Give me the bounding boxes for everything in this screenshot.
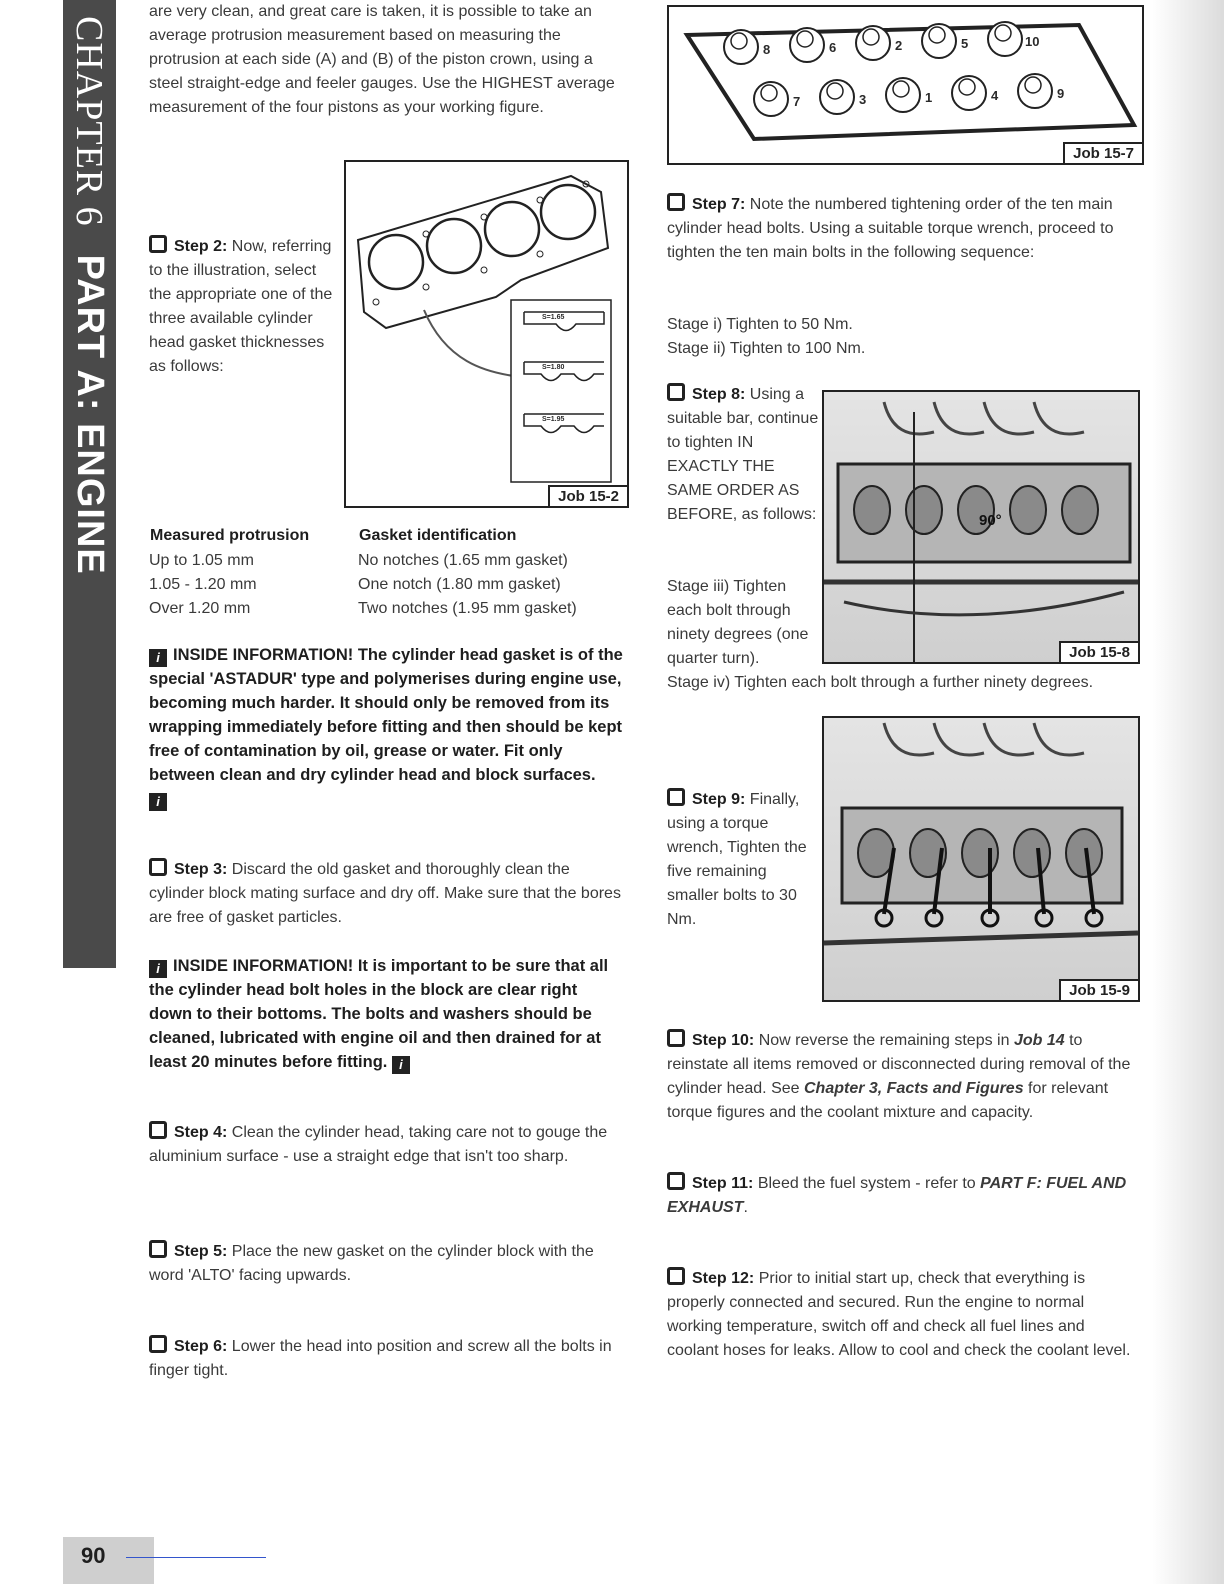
bolt-number: 3 — [859, 92, 867, 107]
inside-information-2 — [149, 954, 624, 1074]
page-edge-shadow — [1152, 0, 1224, 1584]
step-label: Step 7: — [692, 196, 746, 213]
step-text: Clean the cylinder head, taking care not to gouge the aluminium surface - use a straight edge that isn't too sharp. — [149, 1124, 608, 1165]
info-icon: i — [392, 1056, 410, 1074]
footer-rule — [126, 1557, 266, 1558]
checkbox-icon[interactable] — [667, 1172, 685, 1190]
step-5 — [149, 1240, 619, 1288]
stage-4: Stage iv) Tighten each bolt through a further ninety degrees. — [667, 674, 1094, 691]
table-cell: Over 1.20 mm — [149, 600, 251, 617]
step-2 — [149, 235, 335, 379]
notch-label: S=1.95 — [542, 416, 565, 423]
info-text: INSIDE INFORMATION! The cylinder head gasket is of the special 'ASTADUR' type and polymerises during engine use, becoming much harder. It should only be removed from its wrapping immediately before fitting and then should be kept free of contamination by oil, grease or water. Fit only between clean and dry cylinder head and block surfaces. — [149, 646, 623, 784]
step-9 — [667, 788, 817, 932]
step-11 — [667, 1172, 1137, 1220]
step-text: Note the numbered tightening order of the ten main cylinder head bolts. Using a suitable torque wrench, proceed to tighten the ten main bolts in the following sequence: — [667, 196, 1114, 261]
page-number: 90 — [81, 1543, 106, 1568]
chapter-sidebar — [63, 0, 116, 968]
table-row — [149, 597, 577, 621]
figure-job-15-2 — [344, 160, 629, 508]
step-text: Lower the head into position and screw all the bolts in finger tight. — [149, 1338, 612, 1379]
checkbox-icon[interactable] — [667, 1029, 685, 1047]
step-3 — [149, 858, 624, 930]
step-label: Step 9: — [692, 791, 746, 808]
bolt-number: 10 — [1025, 34, 1040, 49]
step-text: to reinstate all items removed or disconnected during removal of the cylinder head. See — [667, 1032, 1131, 1097]
info-icon: i — [149, 649, 167, 667]
intro-paragraph: are very clean, and great care is taken, it is possible to take an average protrusion measurement based on measuring the protrusion at each side (A) and (B) of the piston crown, using a steel straight-edge and feeler gauges. Use the HIGHEST average measurement of the four pistons as your working figure. — [149, 3, 615, 116]
protrusion-table — [149, 523, 619, 621]
info-text: INSIDE INFORMATION! It is important to be sure that all the cylinder head bolt holes in the block are clear right down to their bottoms. The bolts and washers should be cleaned, lubricated with engine oil and then drained for at least 20 minutes before fitting. — [149, 957, 609, 1071]
checkbox-icon[interactable] — [149, 1240, 167, 1258]
table-header: Measured protrusion — [150, 527, 310, 544]
checkbox-icon[interactable] — [667, 383, 685, 401]
table-cell: Two notches (1.95 mm gasket) — [358, 600, 577, 617]
figure-label: Job 15-2 — [548, 485, 627, 506]
cross-reference: Chapter 3, Facts and Figures — [803, 1080, 1024, 1097]
checkbox-icon[interactable] — [667, 788, 685, 806]
step-label: Step 3: — [174, 861, 228, 878]
bolt-number: 8 — [763, 42, 771, 57]
step-text: . — [743, 1199, 748, 1216]
step-label: Step 6: — [174, 1338, 228, 1355]
figure-job-15-8 — [822, 390, 1140, 664]
engine-photo-illustration — [824, 718, 1138, 1000]
step-label: Step 4: — [174, 1124, 228, 1141]
figure-label: Job 15-8 — [1059, 641, 1138, 662]
info-icon: i — [149, 960, 167, 978]
table-header: Gasket identification — [359, 527, 517, 544]
bolt-number: 6 — [829, 40, 837, 55]
step-12 — [667, 1267, 1137, 1363]
step-7 — [667, 193, 1137, 265]
bolt-number: 9 — [1057, 86, 1065, 101]
bolt-number: 1 — [925, 90, 933, 105]
step-label: Step 10: — [692, 1032, 755, 1049]
step-8 — [667, 383, 819, 527]
figure-job-15-7 — [667, 5, 1144, 165]
step-text: Prior to initial start up, check that everything is properly connected and secured. Run the engine to normal working temperature, switch off and check all fuel lines and coolant hoses for leaks. Allow to cool and check the coolant level. — [667, 1270, 1131, 1359]
part-title: PART A: ENGINE — [69, 254, 111, 575]
checkbox-icon[interactable] — [667, 1267, 685, 1285]
bolt-sequence-diagram — [669, 7, 1142, 163]
figure-job-15-9 — [822, 716, 1140, 1002]
step-label: Step 12: — [692, 1270, 755, 1287]
bolt-number: 7 — [793, 94, 801, 109]
table-row — [149, 573, 577, 597]
step-10 — [667, 1029, 1139, 1125]
gasket-illustration — [346, 162, 627, 506]
table-cell: 1.05 - 1.20 mm — [149, 576, 257, 593]
figure-label: Job 15-7 — [1063, 142, 1142, 163]
step-label: Step 11: — [692, 1175, 754, 1192]
info-icon: i — [149, 793, 167, 811]
step-6 — [149, 1335, 619, 1383]
table-cell: No notches (1.65 mm gasket) — [358, 552, 568, 569]
notch-label: S=1.80 — [542, 364, 565, 371]
step-text: Using a suitable bar, continue to tighten IN EXACTLY THE SAME ORDER AS BEFORE, as follows: — [667, 386, 819, 523]
stage-3: Stage iii) Tighten each bolt through ninety degrees (one quarter turn). — [667, 578, 809, 667]
stage-1: Stage i) Tighten to 50 Nm. — [667, 316, 853, 333]
angle-label: 90° — [979, 512, 1002, 529]
inside-information-1 — [149, 643, 624, 811]
bolt-number: 4 — [991, 88, 999, 103]
stage-2: Stage ii) Tighten to 100 Nm. — [667, 340, 866, 357]
step-text: Place the new gasket on the cylinder block with the word 'ALTO' facing upwards. — [149, 1243, 594, 1284]
step-label: Step 5: — [174, 1243, 228, 1260]
table-cell: Up to 1.05 mm — [149, 552, 254, 569]
figure-label: Job 15-9 — [1059, 979, 1138, 1000]
checkbox-icon[interactable] — [149, 1121, 167, 1139]
step-text: Now, referring to the illustration, select the appropriate one of the three available cylinder head gasket thicknesses as follows: — [149, 238, 333, 375]
table-cell: One notch (1.80 mm gasket) — [358, 576, 561, 593]
step-4 — [149, 1121, 629, 1169]
checkbox-icon[interactable] — [667, 193, 685, 211]
step-text: Discard the old gasket and thoroughly clean the cylinder block mating surface and dry off. Make sure that the bores are free of gasket particles. — [149, 861, 621, 926]
notch-label: S=1.65 — [542, 314, 565, 321]
page-number-box — [63, 1537, 154, 1584]
bolt-number: 5 — [961, 36, 969, 51]
step-text: for relevant torque figures and the coolant mixture and capacity. — [667, 1080, 1109, 1121]
step-text: Now reverse the remaining steps in — [758, 1032, 1014, 1049]
chapter-title: CHAPTER 6 — [68, 16, 111, 227]
step-label: Step 2: — [174, 238, 228, 255]
step-label: Step 8: — [692, 386, 746, 403]
checkbox-icon[interactable] — [149, 235, 167, 253]
table-row — [149, 549, 577, 573]
bolt-number: 2 — [895, 38, 903, 53]
step-text: Finally, using a torque wrench, Tighten the five remaining smaller bolts to 30 Nm. — [667, 791, 807, 928]
checkbox-icon[interactable] — [149, 1335, 167, 1353]
checkbox-icon[interactable] — [149, 858, 167, 876]
cross-reference: PART F: FUEL AND EXHAUST — [667, 1175, 1127, 1216]
cross-reference: Job 14 — [1013, 1032, 1065, 1049]
step-text: Bleed the fuel system - refer to — [757, 1175, 981, 1192]
